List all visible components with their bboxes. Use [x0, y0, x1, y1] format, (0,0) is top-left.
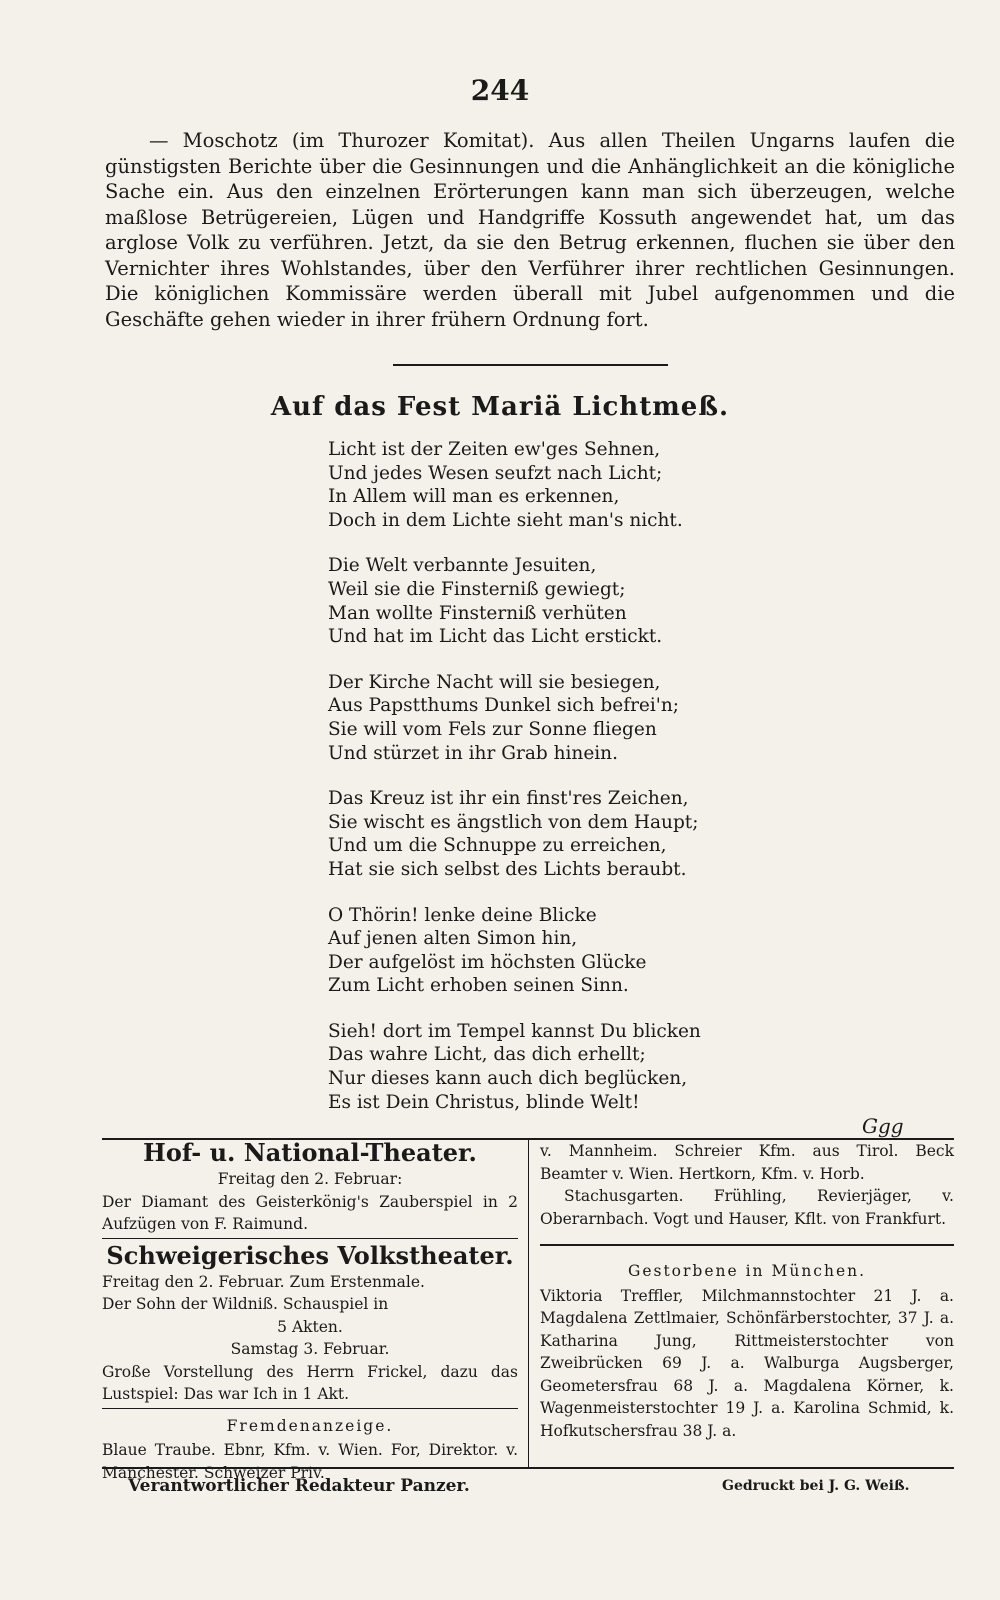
poem-line: Sie wischt es ängstlich von dem Haupt; [328, 811, 699, 833]
editor-line: Verantwortlicher Redakteur Panzer. [128, 1476, 470, 1496]
announcements-left-column [102, 1138, 518, 1484]
poem-line: Auf jenen alten Simon hin, [328, 928, 578, 950]
poem-line: Man wollte Finsterniß verhüten [328, 602, 627, 624]
deaths-text: Viktoria Treffler, Milchmannstochter 21 J. a. Magdalena Zettlmaier, Schönfärberstochter, 37 J. a. Katharina Jung, Rittmeisterstochter von Zweibrücken 69 J. a. Walburga Augsberger, Geometersfrau 68 J. a. Magdalena Körner, k. Wagenmeisterstochter 19 J. a. Karolina Schmid, k. Hofkutschersfrau 38 J. a. [540, 1286, 954, 1440]
column-divider [528, 1140, 529, 1468]
deaths-heading: Gestorbene in München. [627, 1262, 867, 1280]
poem-line: Die Welt verbannte Jesuiten, [328, 555, 597, 577]
poem-line: Der Kirche Nacht will sie besiegen, [328, 671, 661, 693]
divider [540, 1244, 954, 1246]
poem-line: Hat sie sich selbst des Lichts beraubt. [328, 858, 687, 880]
poem [328, 438, 888, 1136]
poem-line: Und stürzet in ihr Grab hinein. [328, 742, 618, 764]
fremden-text-right: v. Mannheim. Schreier Kfm. aus Tirol. Beck Beamter v. Wien. Hertkorn, Kfm. v. Horb. [540, 1142, 954, 1183]
news-article [105, 128, 955, 332]
poem-stanza [328, 671, 888, 765]
poem-line: O Thörin! lenke deine Blicke [328, 904, 597, 926]
poem-line: Aus Papstthums Dunkel sich befrei'n; [328, 695, 680, 717]
poem-stanza [328, 438, 888, 532]
volkstheater-friday-play: Der Sohn der Wildniß. Schauspiel in [102, 1295, 389, 1313]
page-number: 244 [470, 74, 530, 107]
volkstheater-friday-acts: 5 Akten. [277, 1317, 343, 1336]
poem-line: Nur dieses kann auch dich beglücken, [328, 1068, 688, 1090]
poem-line: Und um die Schnuppe zu erreichen, [328, 835, 667, 857]
poem-line: In Allem will man es erkennen, [328, 486, 620, 508]
volkstheater-saturday: Samstag 3. Februar. [230, 1340, 390, 1358]
fremden-heading: Fremdenanzeige. [226, 1416, 394, 1435]
poem-line: Und hat im Licht das Licht erstickt. [328, 626, 663, 648]
poem-stanza [328, 787, 888, 881]
divider [102, 1408, 518, 1409]
printer-line: Gedruckt bei J. G. Weiß. [722, 1478, 910, 1494]
poem-line: Zum Licht erhoben seinen Sinn. [328, 975, 629, 997]
announcements-bottom-rule [102, 1467, 954, 1469]
poem-line: Licht ist der Zeiten ew'ges Sehnen, [328, 439, 661, 460]
hof-theater-text: Der Diamant des Geisterkönig's Zauberspiel in 2 Aufzügen von F. Raimund. [102, 1192, 518, 1233]
poem-line: Und jedes Wesen seufzt nach Licht; [328, 462, 663, 484]
poem-stanza [328, 1020, 888, 1114]
news-text: — Moschotz (im Thurozer Komitat). Aus allen Theilen Ungarns laufen die günstigsten Berichte über die Gesinnungen und die Anhänglichkeit an die königliche Sache ein. Aus den einzelnen Erörterungen kann man sich überzeugen, welche maßlose Betrügereien, Lügen und Handgriffe Kossuth angewendet hat, um das arglose Volk zu verführen. Jetzt, da sie den Betrug erkennen, fluchen sie über den Vernichter ihres Wohlstandes, über den Verführer ihrer rechtlichen Gesinnungen. Die königlichen Kommissäre werden überall mit Jubel aufgenommen und die Geschäfte gehen wieder in ihrer frühern Ordnung fort. [105, 129, 955, 331]
hof-theater-date: Freitag den 2. Februar: [217, 1170, 403, 1188]
divider [102, 1238, 518, 1239]
poem-line: Das Kreuz ist ihr ein finst'res Zeichen, [328, 788, 689, 810]
volkstheater-friday: Freitag den 2. Februar. Zum Erstenmale. [102, 1272, 425, 1291]
poem-line: Es ist Dein Christus, blinde Welt! [328, 1091, 640, 1113]
poem-title: Auf das Fest Mariä Lichtmeß. [270, 392, 730, 422]
hof-theater-heading: Hof- u. National-Theater. [143, 1138, 477, 1167]
poem-line: Das wahre Licht, das dich erhellt; [328, 1044, 646, 1066]
poem-stanza [328, 554, 888, 648]
poem-line: Weil sie die Finsterniß gewiegt; [328, 578, 626, 600]
poem-stanza [328, 904, 888, 998]
volkstheater-heading: Schweigerisches Volkstheater. [106, 1240, 514, 1270]
poem-line: Sie will vom Fels zur Sonne fliegen [328, 718, 657, 740]
section-divider [393, 364, 668, 366]
announcements-right-column [540, 1140, 954, 1442]
poem-line: Der aufgelöst im höchsten Glücke [328, 951, 647, 973]
volkstheater-saturday-text: Große Vorstellung des Herrn Frickel, dazu das Lustspiel: Das war Ich in 1 Akt. [102, 1362, 518, 1403]
poem-line: Sieh! dort im Tempel kannst Du blicken [328, 1020, 701, 1042]
poem-signature: Ggg [862, 1114, 904, 1138]
fremden-text-left: Blaue Traube. Ebnr, Kfm. v. Wien. For, Direktor. v. Manchester. Schweizer Priv. [102, 1441, 518, 1482]
stachusgarten-text: Stachusgarten. Frühling, Revierjäger, v. Oberarnbach. Vogt und Hauser, Kflt. von Frankfurt. [540, 1187, 954, 1228]
poem-line: Doch in dem Lichte sieht man's nicht. [328, 509, 683, 531]
